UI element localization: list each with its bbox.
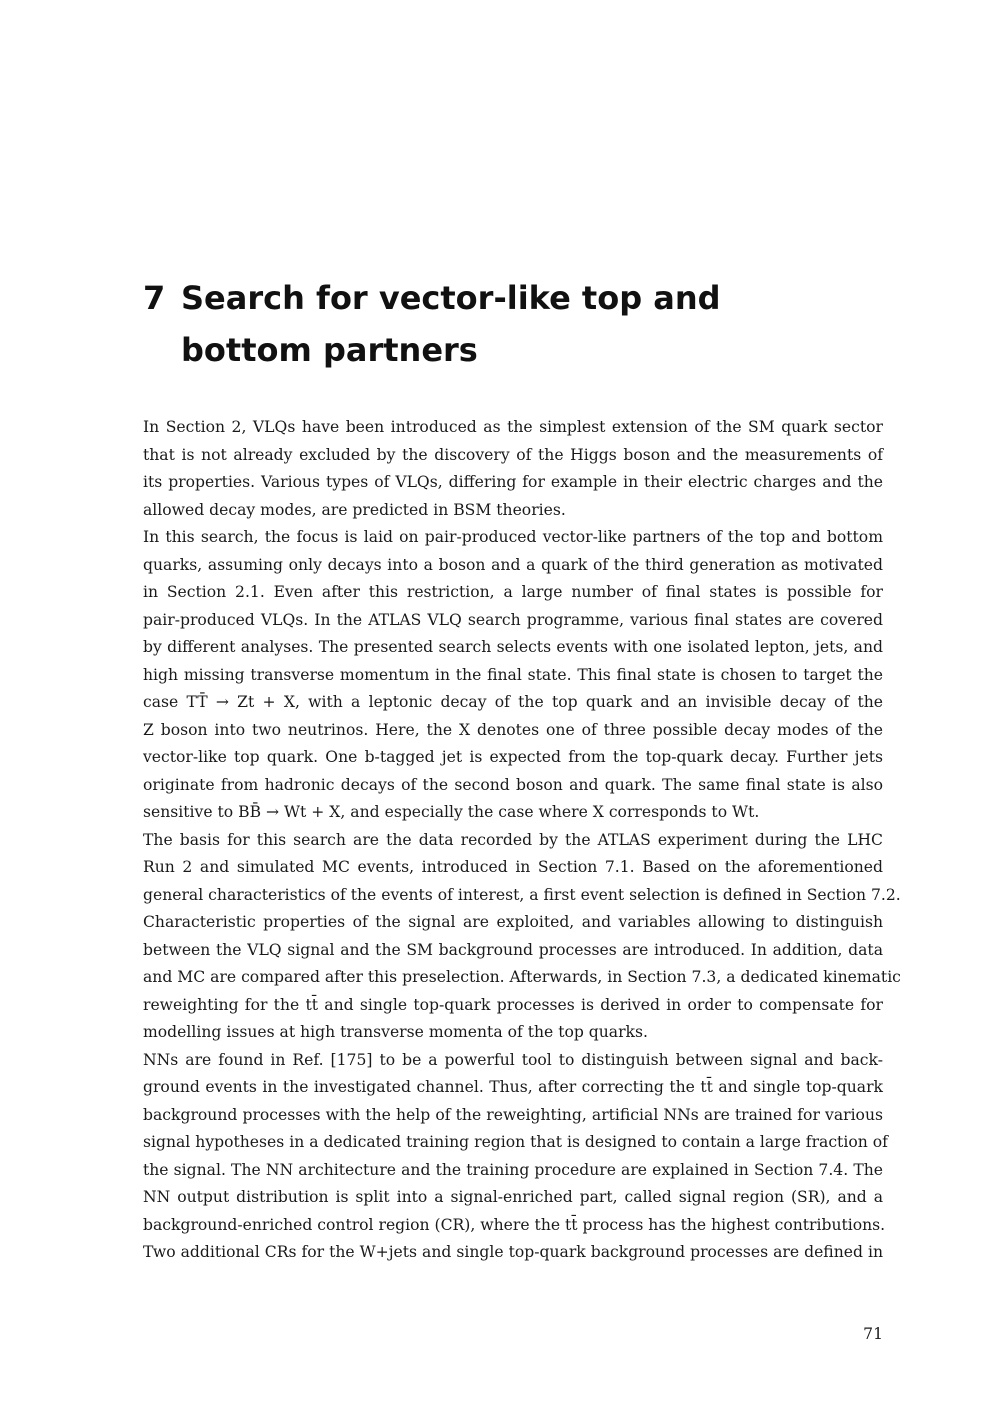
chapter-heading: [143, 272, 883, 376]
text-line: ground events in the investigated channel. Thus, after correcting the tt̄ and single top-quark: [143, 1078, 883, 1096]
paragraph-intro: [143, 414, 883, 524]
text-line: the signal. The NN architecture and the training procedure are explained in Section 7.4. The: [143, 1160, 883, 1179]
text-line: pair-produced VLQs. In the ATLAS VLQ search programme, various final states are covered: [143, 610, 883, 629]
paragraph-search-focus: [143, 524, 883, 827]
text-line: Z boson into two neutrinos. Here, the X denotes one of three possible decay modes of the: [143, 720, 883, 739]
text-line: signal hypotheses in a dedicated training region that is designed to contain a large fraction of: [143, 1133, 888, 1151]
text-line: case TT̄ → Zt + X, with a leptonic decay of the top quark and an invisible decay of the: [143, 693, 883, 711]
text-line: originate from hadronic decays of the second boson and quark. The same final state is also: [143, 775, 883, 794]
text-line: general characteristics of the events of interest, a first event selection is defined in Section 7.2.: [143, 885, 901, 904]
chapter-title: Search for vector-like top and bottom partners: [181, 279, 721, 369]
text-line: sensitive to BB̄ → Wt + X, and especially the case where X corresponds to Wt.: [143, 803, 760, 821]
chapter-number: 7: [143, 279, 166, 317]
text-line: background processes with the help of the reweighting, artificial NNs are trained for various: [143, 1105, 883, 1124]
text-line: high missing transverse momentum in the final state. This final state is chosen to target the: [143, 665, 883, 684]
text-line: its properties. Various types of VLQs, differing for example in their electric charges and the: [143, 473, 883, 491]
text-line: NN output distribution is split into a signal-enriched part, called signal region (SR), and a: [143, 1188, 883, 1206]
text-line: and MC are compared after this preselection. Afterwards, in Section 7.3, a dedicated kinematic: [143, 968, 901, 986]
text-line: The basis for this search are the data recorded by the ATLAS experiment during the LHC: [143, 830, 883, 849]
text-line: vector-like top quark. One b-tagged jet is expected from the top-quark decay. Further jets: [143, 748, 883, 766]
paragraph-data-basis: [143, 827, 901, 1047]
body-text: [143, 414, 901, 1267]
paragraph-neural-networks: [143, 1047, 888, 1267]
text-line: Characteristic properties of the signal are exploited, and variables allowing to distinguish: [143, 913, 883, 931]
text-line: that is not already excluded by the discovery of the Higgs boson and the measurements of: [143, 445, 883, 464]
page-number: 71: [863, 1325, 883, 1343]
text-line: allowed decay modes, are predicted in BSM theories.: [143, 500, 566, 519]
text-line: background-enriched control region (CR), where the tt̄ process has the highest contributions.: [143, 1215, 886, 1234]
text-line: in Section 2.1. Even after this restriction, a large number of final states is possible for: [143, 583, 883, 601]
text-line: by different analyses. The presented search selects events with one isolated lepton, jets, and: [143, 638, 883, 656]
text-line: In Section 2, VLQs have been introduced as the simplest extension of the SM quark sector: [143, 418, 883, 436]
text-line: NNs are found in Ref. [175] to be a powerful tool to distinguish between signal and back-: [143, 1050, 883, 1069]
text-line: reweighting for the tt̄ and single top-quark processes is derived in order to compensate for: [143, 995, 883, 1014]
text-line: quarks, assuming only decays into a boson and a quark of the third generation as motivated: [143, 555, 883, 574]
text-line: modelling issues at high transverse momenta of the top quarks.: [143, 1023, 648, 1041]
text-line: between the VLQ signal and the SM background processes are introduced. In addition, data: [143, 940, 883, 959]
text-line: Two additional CRs for the W+jets and single top-quark background processes are defined in: [143, 1243, 883, 1261]
text-line: In this search, the focus is laid on pair-produced vector-like partners of the top and bottom: [143, 528, 883, 546]
text-line: Run 2 and simulated MC events, introduced in Section 7.1. Based on the aforementioned: [143, 858, 883, 876]
